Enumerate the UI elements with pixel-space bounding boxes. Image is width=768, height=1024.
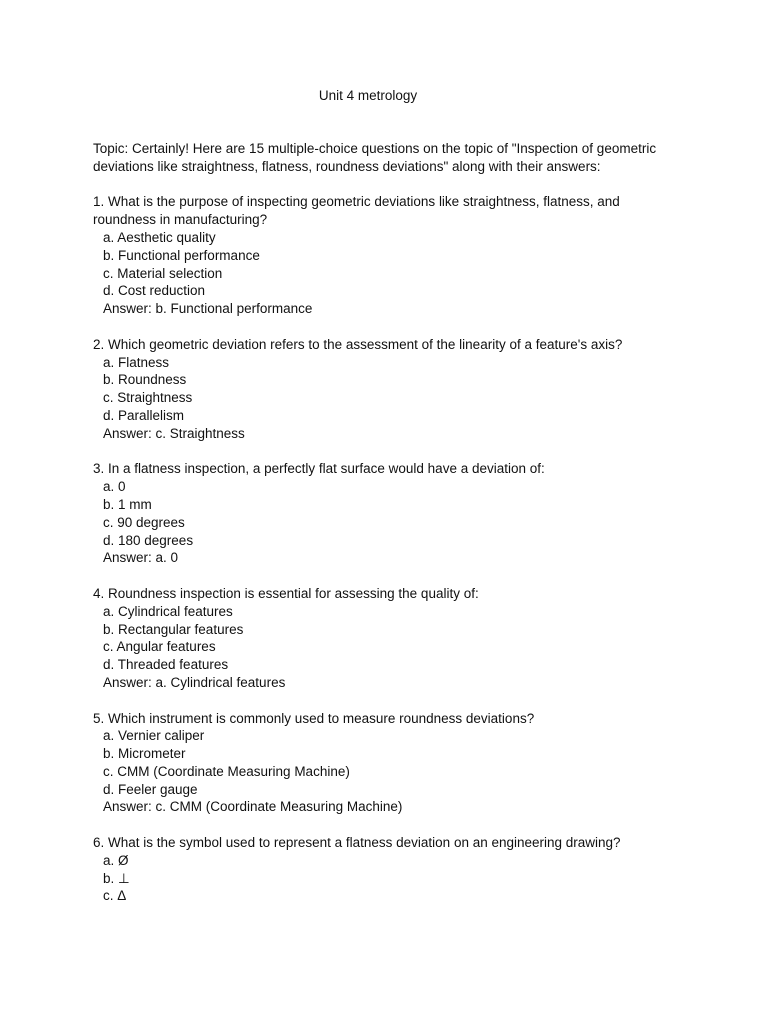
- option-a: a. 0: [103, 479, 126, 495]
- document-body: [93, 140, 673, 923]
- option-c: c. Δ: [103, 888, 127, 904]
- option-b: b. ⊥: [103, 870, 130, 886]
- question-5: [93, 710, 673, 817]
- option-c: c. 90 degrees: [103, 514, 185, 530]
- question-6: [93, 834, 673, 905]
- option-b: b. Rectangular features: [103, 621, 244, 637]
- answer-line: Answer: c. CMM (Coordinate Measuring Machine): [103, 799, 403, 815]
- option-a: a. Vernier caliper: [103, 728, 205, 744]
- answer-line: Answer: a. Cylindrical features: [103, 674, 286, 690]
- option-b: b. Micrometer: [103, 746, 186, 762]
- option-d: d. 180 degrees: [103, 532, 194, 548]
- question-2: [93, 336, 673, 443]
- document-title: Unit 4 metrology: [318, 88, 418, 103]
- option-c: c. Angular features: [103, 639, 216, 655]
- answer-line: Answer: b. Functional performance: [103, 301, 313, 317]
- question-3: [93, 460, 673, 567]
- answer-line: Answer: c. Straightness: [103, 425, 245, 441]
- option-d: d. Threaded features: [103, 657, 229, 673]
- option-d: d. Feeler gauge: [103, 781, 198, 797]
- option-a: a. Ø: [103, 852, 129, 868]
- option-c: c. Straightness: [103, 390, 193, 406]
- option-d: d. Parallelism: [103, 407, 185, 423]
- answer-line: Answer: a. 0: [103, 550, 179, 566]
- question-4: [93, 585, 673, 692]
- question-text: 4. Roundness inspection is essential for assessing the quality of:: [93, 585, 479, 601]
- option-b: b. Roundness: [103, 372, 187, 388]
- option-a: a. Cylindrical features: [103, 603, 233, 619]
- option-b: b. 1 mm: [103, 496, 152, 512]
- question-text: 1. What is the purpose of inspecting geometric deviations like straightness, flatness, and roundness in manufacturing?: [93, 194, 620, 228]
- option-c: c. CMM (Coordinate Measuring Machine): [103, 763, 350, 779]
- option-b: b. Functional performance: [103, 247, 260, 263]
- option-a: a. Flatness: [103, 354, 170, 370]
- topic-intro: Topic: Certainly! Here are 15 multiple-choice questions on the topic of "Inspection of geometric deviations like straightness, flatness, roundness deviations" along with their answers:: [93, 141, 657, 174]
- option-a: a. Aesthetic quality: [103, 229, 216, 245]
- option-d: d. Cost reduction: [103, 283, 206, 299]
- question-text: 5. Which instrument is commonly used to measure roundness deviations?: [93, 710, 535, 726]
- question-text: 2. Which geometric deviation refers to the assessment of the linearity of a feature's axis?: [93, 336, 623, 352]
- question-text: 6. What is the symbol used to represent a flatness deviation on an engineering drawing?: [93, 835, 621, 851]
- option-c: c. Material selection: [103, 265, 223, 281]
- question-text: 3. In a flatness inspection, a perfectly flat surface would have a deviation of:: [93, 461, 545, 477]
- question-1: [93, 193, 673, 318]
